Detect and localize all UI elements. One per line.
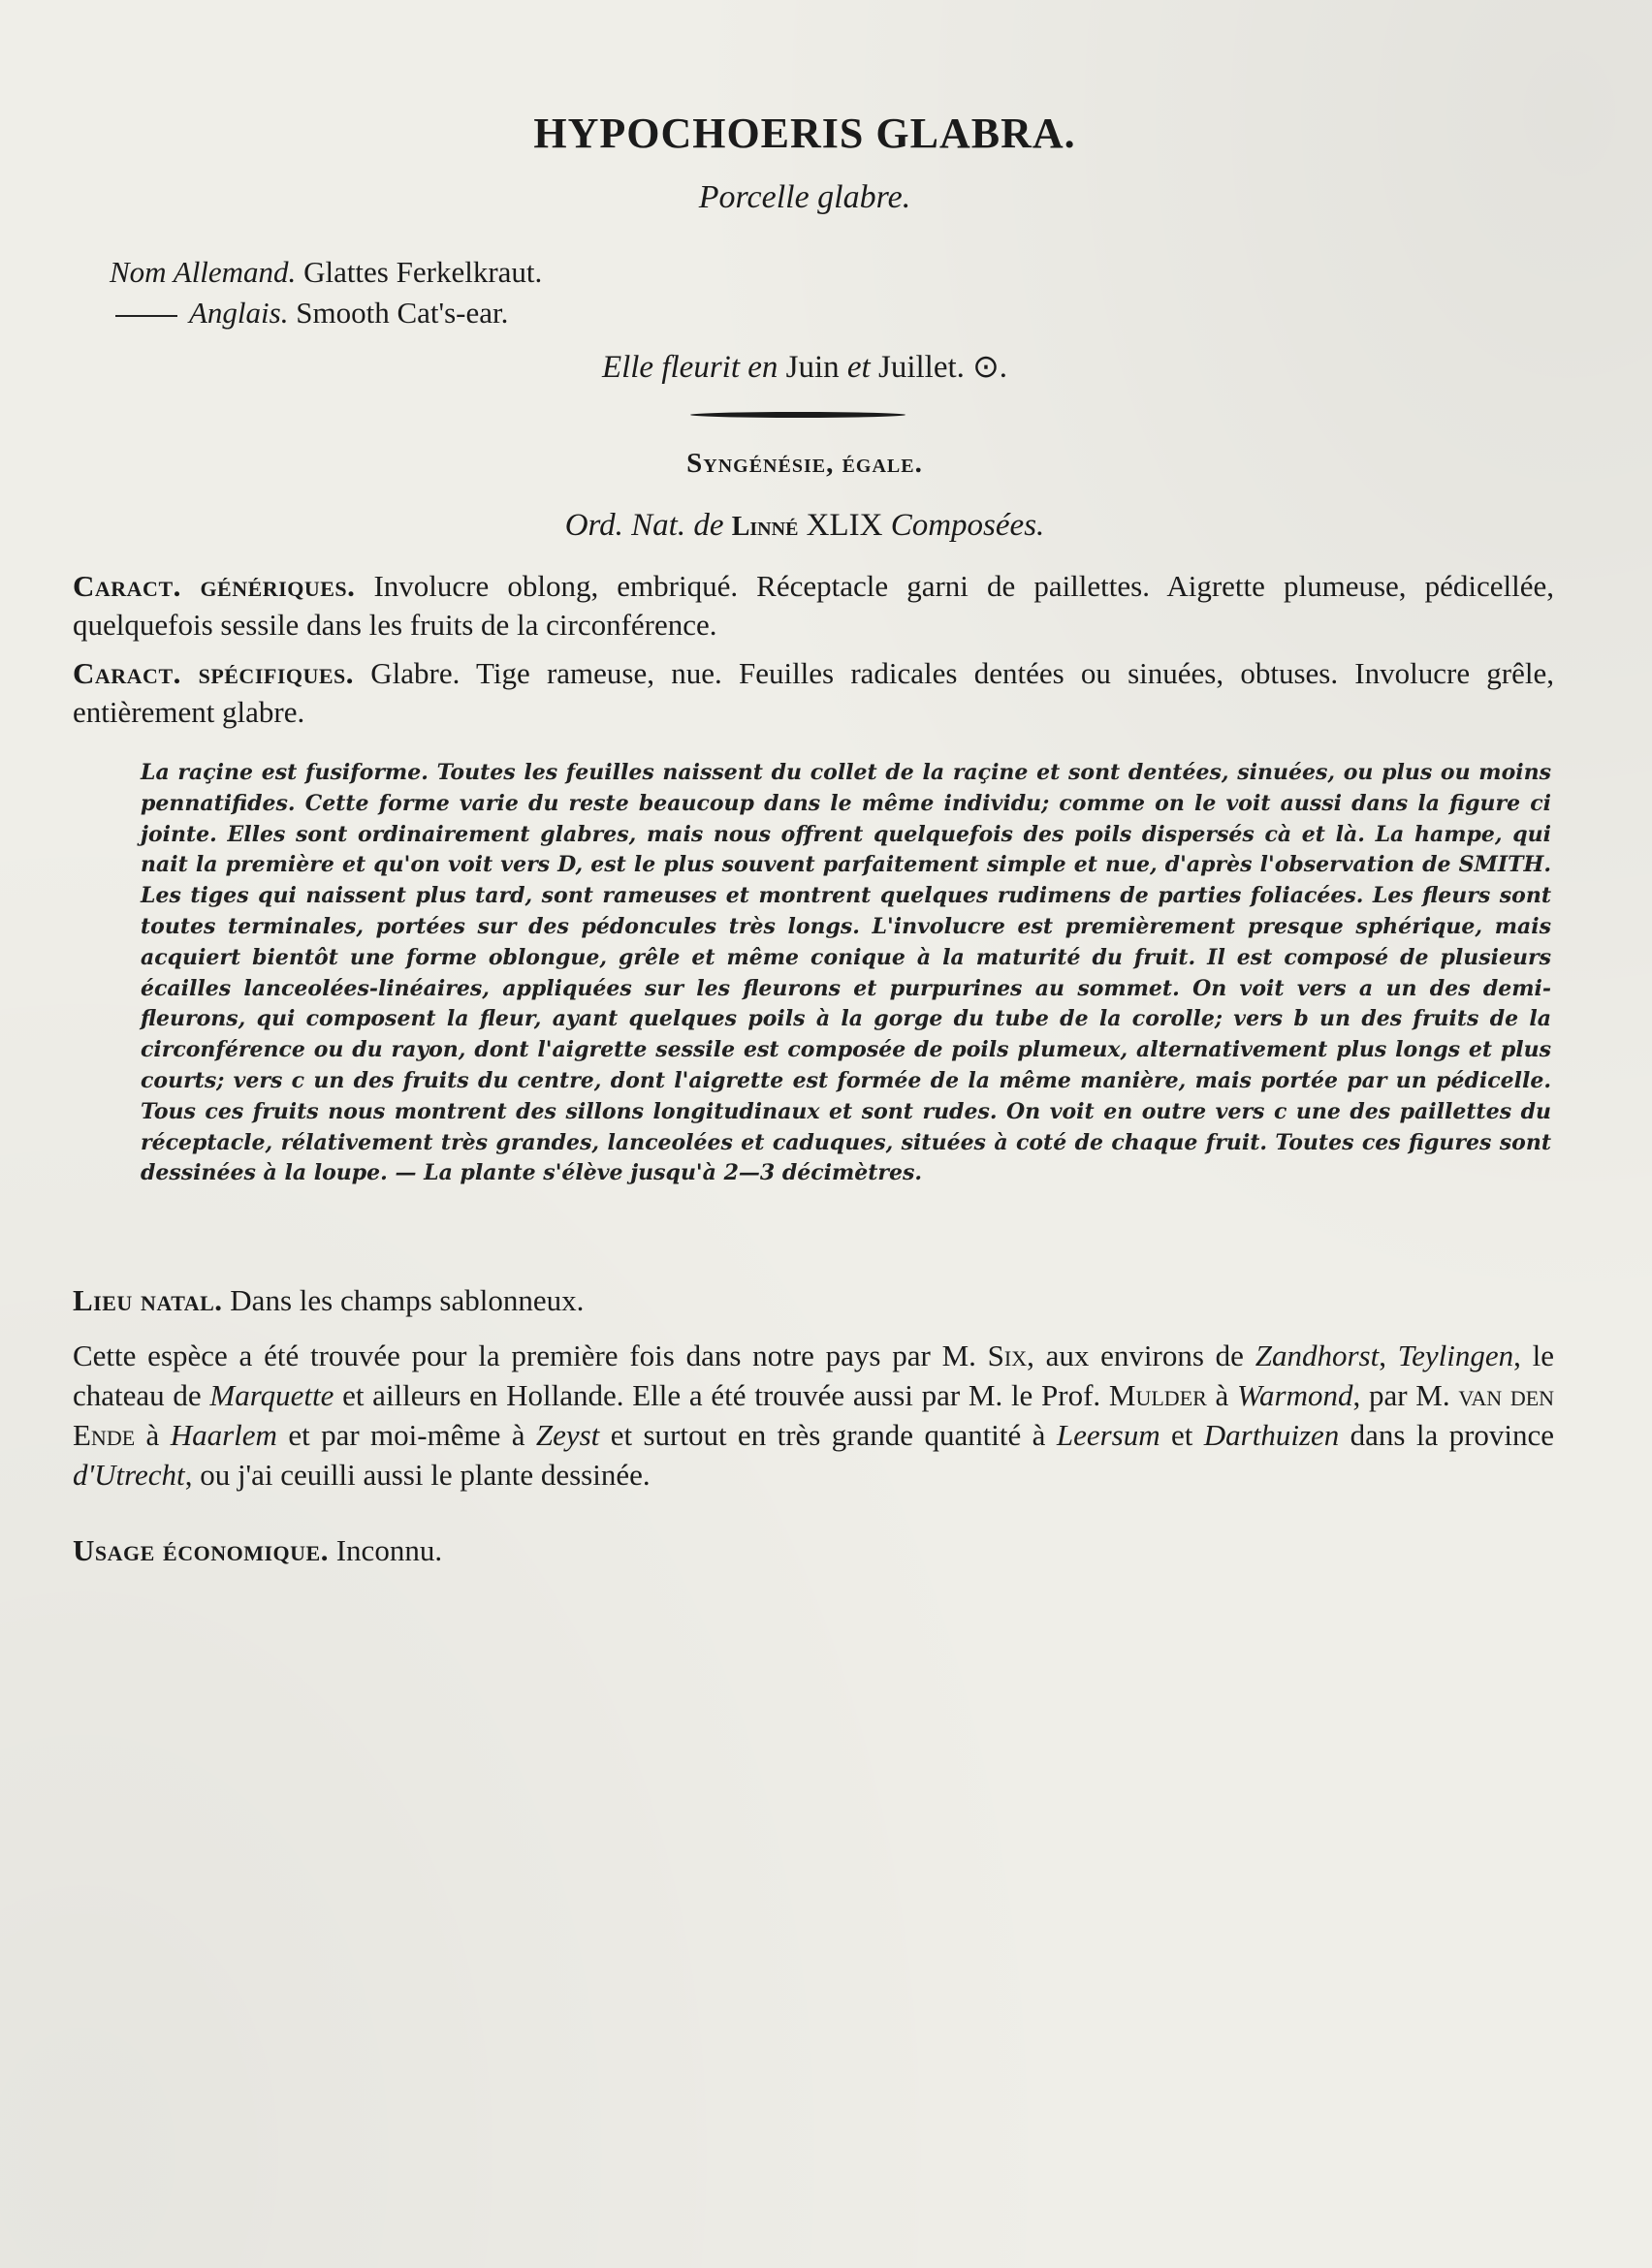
order-author: Linné [731,512,799,542]
generic-text: Involucre oblong, embriqué. Réceptacle garni de paillettes. Aigrette plumeuse, pédicellée, quelquefois sessile dans les fruits de la circonférence. [73,569,1555,642]
dist-text: et surtout en très grande quantité à [610,1418,1046,1452]
order-number: XLIX [806,508,883,543]
page-title: HYPOCHOERIS GLABRA. [533,110,1076,157]
place-name: Marquette [209,1378,334,1412]
flowering-prefix: Elle fleurit en [601,350,778,385]
common-name: Porcelle glabre. [698,179,911,215]
specific-characters [73,654,1554,732]
dist-text: et par moi-même à [288,1418,525,1452]
habitat-text: Dans les champs sablonneux. [230,1283,585,1317]
flowering-month-1: Juin [785,350,840,385]
place-name: Zeyst [535,1418,600,1452]
economic-use [73,1531,1554,1570]
place-name: Haarlem [170,1418,277,1452]
vernacular-names [110,252,542,333]
ditto-dash [115,315,177,317]
dist-text: et ailleurs en Hollande. Elle a été trouvée aussi par M. le Prof. [342,1378,1101,1412]
order-family: Composées. [890,508,1045,543]
dist-text: , par M. [1352,1378,1450,1412]
flowering-month-2: Juillet. [877,350,965,385]
place-name: d'Utrecht [73,1458,185,1492]
english-label: Anglais. [189,296,289,330]
specific-text: Glabre. Tige rameuse, nue. Feuilles radicales dentées ou sinuées, obtuses. Involucre grêle, entièrement glabre. [73,656,1555,729]
ornamental-rule [690,412,905,418]
linnaean-class: Syngénésie, égale. [686,448,923,479]
place-name: Leersum [1056,1418,1160,1452]
dist-text: , ou j'ai ceuilli aussi le plante dessinée. [184,1458,651,1492]
place-name: Darthuizen [1203,1418,1340,1452]
german-value: Glattes Ferkelkraut. [303,255,543,289]
collector-name: van den Ende [73,1378,1555,1452]
generic-lead: Caract. génériques. [73,569,356,603]
habitat-lead: Lieu natal. [73,1283,223,1317]
german-label: Nom Allemand. [110,255,297,289]
dist-text: , [1379,1339,1386,1372]
flowering-conj: et [846,350,871,385]
place-name: Teylingen [1397,1339,1514,1372]
place-name: Warmond [1237,1378,1353,1412]
dist-text: , le chateau de [73,1339,1555,1412]
dist-text: à [145,1418,160,1452]
distribution-paragraph [73,1336,1554,1495]
natural-order [0,508,1609,544]
german-name-line [110,252,542,293]
usage-text: Inconnu. [335,1533,443,1567]
english-value: Smooth Cat's-ear. [296,296,509,330]
dist-text: et [1171,1418,1193,1452]
species-description: La raçine est fusiforme. Toutes les feuilles naissent du collet de la raçine et sont dentées, sinuées, ou plus ou moins pennatifides. Cette forme varie du reste beaucoup dans le même individu; comme on le voit aussi dans la figure ci jointe. Elles sont ordinairement glabres, mais nous offrent quelquefois des poils dispersés cà et là. La hampe, qui nait la première et qu'on voit vers D, est le plus souvent parfaitement simple et nue, d'après l'observation de SMITH. Les tiges qui naissent plus tard, sont rameuses et montrent quelques rudimens de parties foliacées. Les fleurs sont toutes terminales, portées sur des pédoncules très longs. L'involucre est premièrement presque sphérique, mais acquiert bientôt une forme oblongue, grêle et même conique à la maturité du fruit. Il est composé de plusieurs écailles lanceolées-linéaires, appliquées sur les fleurons et purpurines au sommet. On voit vers a un des demi-fleurons, qui composent la fleur, ayant quelques poils à la gorge du tube de la corolle; vers b un des fruits de la circonférence ou du rayon, dont l'aigrette sessile est composée de poils plumeux, alternativement plus longs et plus courts; vers c un des fruits du centre, dont l'aigrette est formée de la même manière, mais portée par un pédicelle. Tous ces fruits nous montrent des sillons longitudinaux et sont rudes. On voit en outre vers c une des paillettes du réceptacle, rélativement très grandes, lanceolées et caduques, situées à coté de chaque fruit. Toutes ces figures sont dessinées à la loupe. — La plante s'élève jusqu'à 2—3 décimètres. [141,760,1551,1186]
usage-lead: Usage économique. [73,1533,329,1567]
english-name-line [110,293,542,333]
dist-text: Cette espèce a été trouvée pour la première fois dans notre pays par M. [73,1339,976,1372]
flowering-period [0,347,1609,386]
order-prefix: Ord. Nat. de [564,508,724,543]
collector-name: Six [987,1339,1028,1372]
generic-characters [73,567,1554,645]
annual-symbol: ⊙. [972,350,1008,385]
dist-text: à [1215,1378,1229,1412]
habitat [73,1281,1554,1320]
specific-lead: Caract. spécifiques. [73,656,355,690]
place-name: Zandhorst [1255,1339,1380,1372]
collector-name: Mulder [1108,1378,1207,1412]
dist-text: , aux environs de [1027,1339,1244,1372]
dist-text: dans la province [1350,1418,1555,1452]
